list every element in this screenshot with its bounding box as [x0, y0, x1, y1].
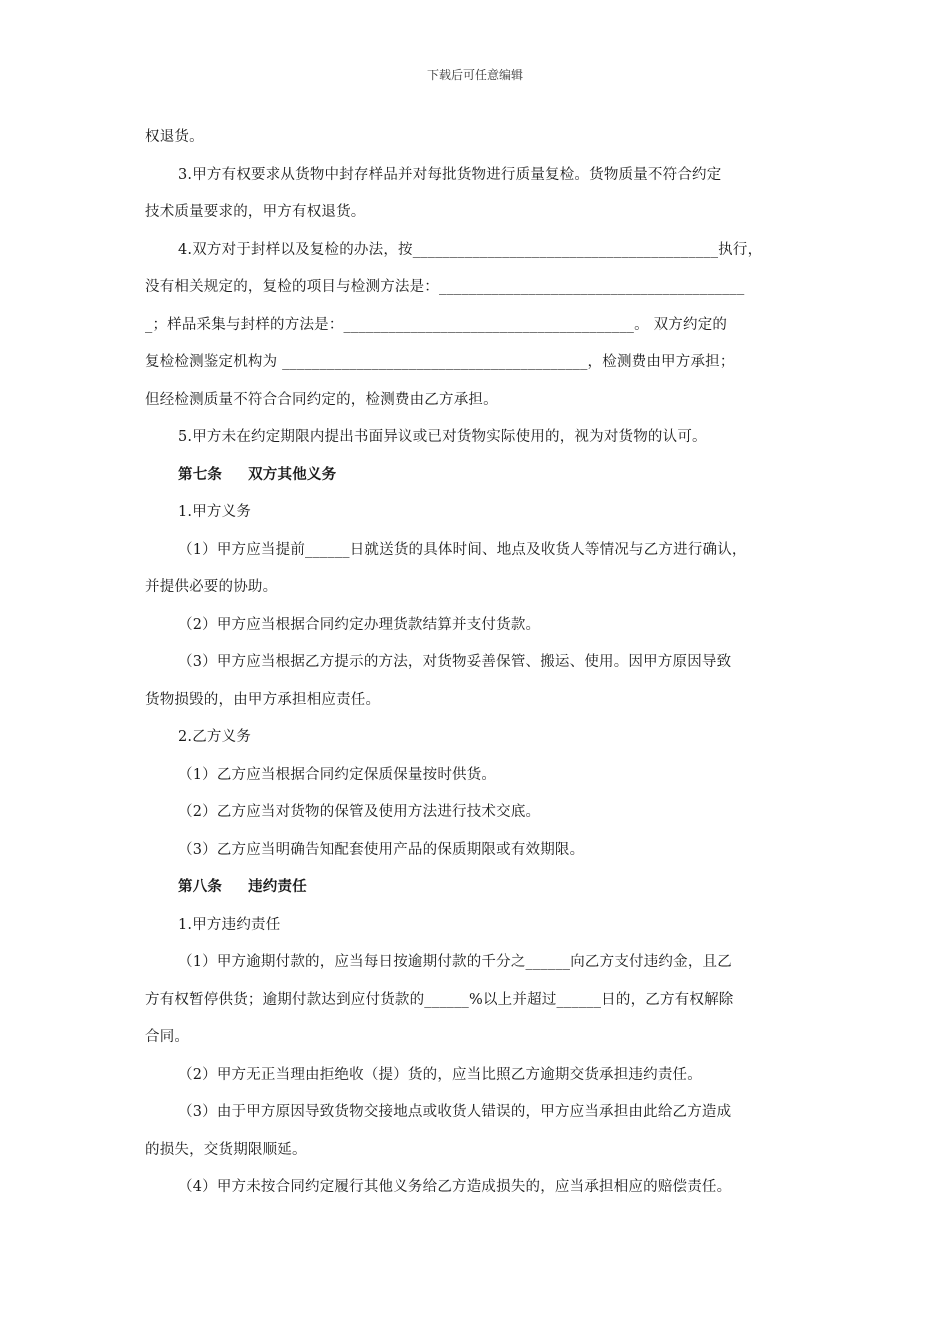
text-line: 并提供必要的协助。 — [145, 579, 278, 595]
text-line: 5.甲方未在约定期限内提出书面异议或已对货物实际使用的，视为对货物的认可。 — [178, 429, 707, 445]
text-line: 4.双方对于封样以及复检的办法，按_________________________________________执行， — [178, 241, 763, 258]
text-line: （3）乙方应当明确告知配套使用产品的保质期限或有效期限。 — [178, 841, 585, 858]
text-line: 3.甲方有权要求从货物中封存样品并对每批货物进行质量复检。货物质量不符合约定 — [178, 166, 722, 183]
section-heading — [145, 462, 813, 500]
section-title: 违约责任 — [248, 879, 307, 895]
text-line: （1）甲方应当提前______日就送货的具体时间、地点及收货人等情况与乙方进行确认， — [178, 541, 747, 558]
section-title: 双方其他义务 — [248, 466, 337, 483]
text-line: （1）甲方逾期付款的，应当每日按逾期付款的千分之______向乙方支付违约金，且乙 — [178, 954, 732, 970]
text-line: 但经检测质量不符合合同约定的，检测费由乙方承担。 — [145, 391, 498, 408]
text-line: 2.乙方义务 — [178, 729, 252, 745]
text-line: 方有权暂停供货；逾期付款达到应付货款的______%以上并超过______日的，乙方有权解除 — [145, 991, 734, 1008]
text-line: 权退货。 — [145, 129, 204, 145]
section-number: 第八条 — [178, 879, 223, 895]
text-line: 1.甲方违约责任 — [178, 916, 281, 933]
text-line: 复检检测鉴定机构为 _________________________________________，检测费由甲方承担； — [145, 354, 735, 370]
text-line: （3）由于甲方原因导致货物交接地点或收货人错误的，甲方应当承担由此给乙方造成 — [178, 1104, 732, 1120]
section-heading — [145, 874, 813, 912]
text-line: （3）甲方应当根据乙方提示的方法，对货物妥善保管、搬运、使用。因甲方原因导致 — [178, 654, 732, 670]
text-line: （4）甲方未按合同约定履行其他义务给乙方造成损失的，应当承担相应的赔偿责任。 — [178, 1179, 732, 1195]
section-number: 第七条 — [178, 466, 223, 483]
text-line: 技术质量要求的，甲方有权退货。 — [145, 204, 366, 220]
text-line: 1.甲方义务 — [178, 504, 252, 520]
text-line: 没有相关规定的，复检的项目与检测方法是：_________________________________________ — [145, 279, 745, 295]
text-line: 合同。 — [145, 1029, 190, 1045]
text-line: _；样品采集与封样的方法是：_______________________________________。 双方约定的 — [145, 316, 728, 333]
text-line: （2）甲方无正当理由拒绝收（提）货的，应当比照乙方逾期交货承担违约责任。 — [178, 1066, 702, 1083]
page-header: 下载后可任意编辑 — [426, 68, 523, 82]
text-line: 货物损毁的，由甲方承担相应责任。 — [145, 691, 381, 708]
text-line: （2）甲方应当根据合同约定办理货款结算并支付货款。 — [178, 616, 541, 633]
contract-body — [145, 124, 813, 1212]
text-line: 的损失，交货期限顺延。 — [145, 1141, 307, 1158]
text-line: （2）乙方应当对货物的保管及使用方法进行技术交底。 — [178, 804, 541, 820]
text-line: （1）乙方应当根据合同约定保质保量按时供货。 — [178, 766, 497, 783]
